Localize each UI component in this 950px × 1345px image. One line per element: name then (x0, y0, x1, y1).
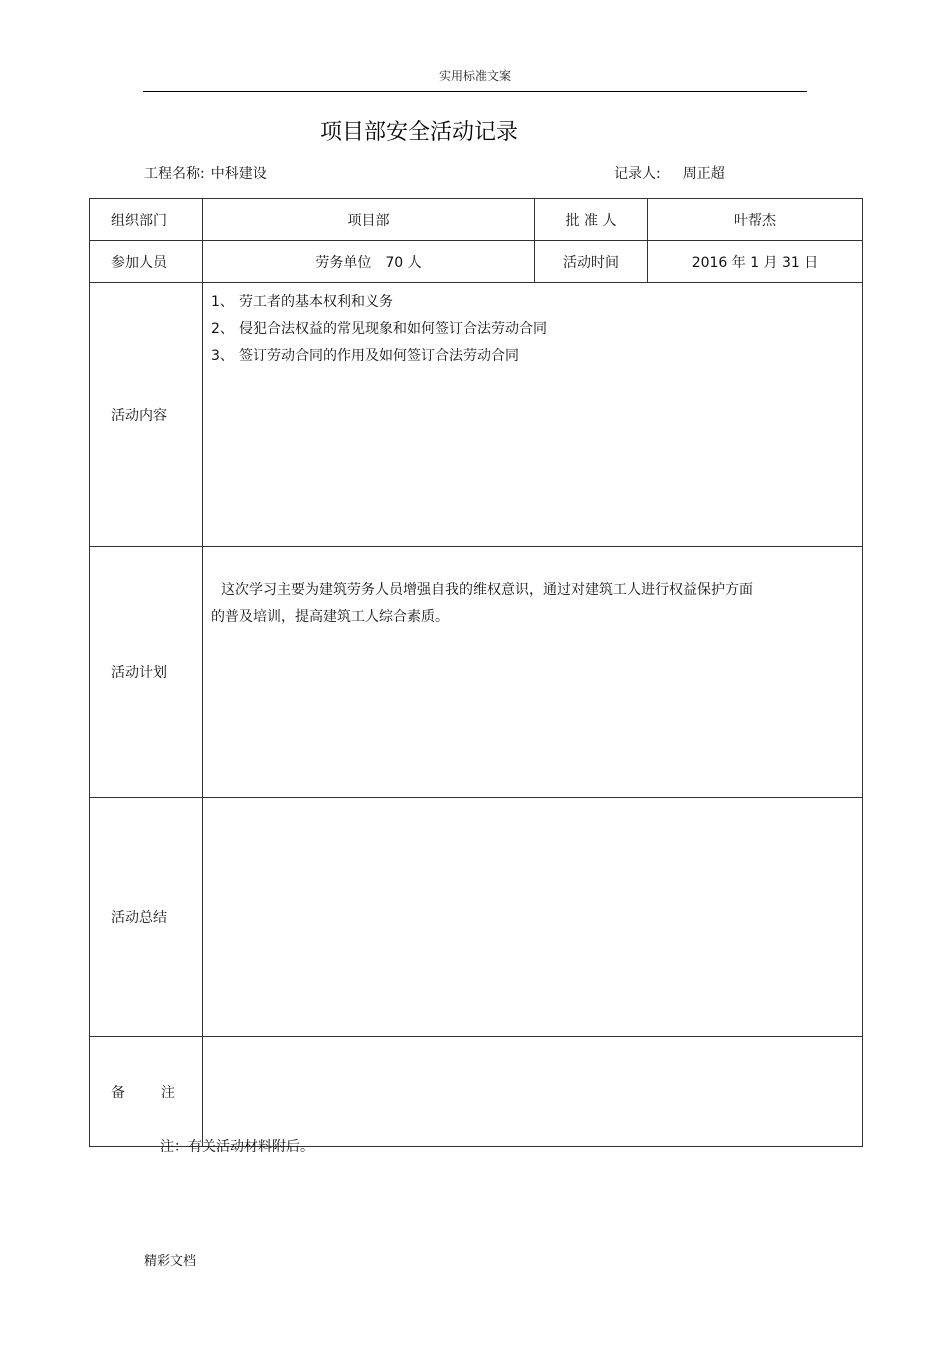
remark-body (203, 1037, 863, 1147)
content-label: 活动内容 (90, 283, 203, 547)
table-row (90, 798, 863, 1037)
remark-label-part-1: 备 (111, 1084, 125, 1101)
plan-text-1: 这次学习主要为建筑劳务人员增强自我的维权意识，通过对建筑工人进行权益保护方面 (221, 582, 753, 598)
plan-line-1 (211, 577, 854, 604)
approver-label: 批 准 人 (535, 199, 648, 241)
plan-label: 活动计划 (90, 547, 203, 798)
project-label: 工程名称: (144, 166, 205, 182)
item-number: 3、 (211, 348, 234, 364)
table-row (90, 1037, 863, 1147)
activity-record-table (89, 198, 863, 1147)
header-rule (143, 91, 807, 92)
footnote: 注：有关活动材料附后。 (160, 1139, 314, 1155)
approver-value: 叶帮杰 (648, 199, 863, 241)
plan-body (203, 547, 863, 798)
participants-label: 参加人员 (90, 241, 203, 283)
summary-label: 活动总结 (90, 798, 203, 1037)
item-number: 1、 (211, 294, 234, 310)
org-value: 项目部 (203, 199, 535, 241)
list-item (211, 289, 854, 316)
table-row (90, 241, 863, 283)
summary-body (203, 798, 863, 1037)
list-item (211, 316, 854, 343)
list-item (211, 343, 854, 370)
table-row (90, 283, 863, 547)
content-body (203, 283, 863, 547)
item-text: 签订劳动合同的作用及如何签订合法劳动合同 (239, 348, 519, 364)
remark-label-part-2: 注 (161, 1084, 175, 1101)
item-text: 侵犯合法权益的常见现象和如何签订合法劳动合同 (239, 321, 547, 337)
table-row (90, 199, 863, 241)
page-footer: 精彩文档 (144, 1254, 197, 1269)
recorder-label: 记录人: (614, 166, 661, 182)
table-row (90, 547, 863, 798)
time-value: 2016 年 1 月 31 日 (648, 241, 863, 283)
participants-value: 劳务单位 70 人 (203, 241, 535, 283)
plan-line-2: 的普及培训，提高建筑工人综合素质。 (211, 609, 449, 625)
org-label: 组织部门 (90, 199, 203, 241)
project-info (144, 163, 267, 183)
item-number: 2、 (211, 321, 234, 337)
item-text: 劳工者的基本权利和义务 (239, 294, 393, 310)
remark-label (90, 1037, 203, 1147)
page-header: 实用标准文案 (438, 69, 511, 83)
recorder-info (614, 163, 725, 183)
recorder-value: 周正超 (682, 166, 725, 182)
time-label: 活动时间 (535, 241, 648, 283)
document-title: 项目部安全活动记录 (320, 120, 519, 145)
project-value: 中科建设 (210, 166, 267, 182)
